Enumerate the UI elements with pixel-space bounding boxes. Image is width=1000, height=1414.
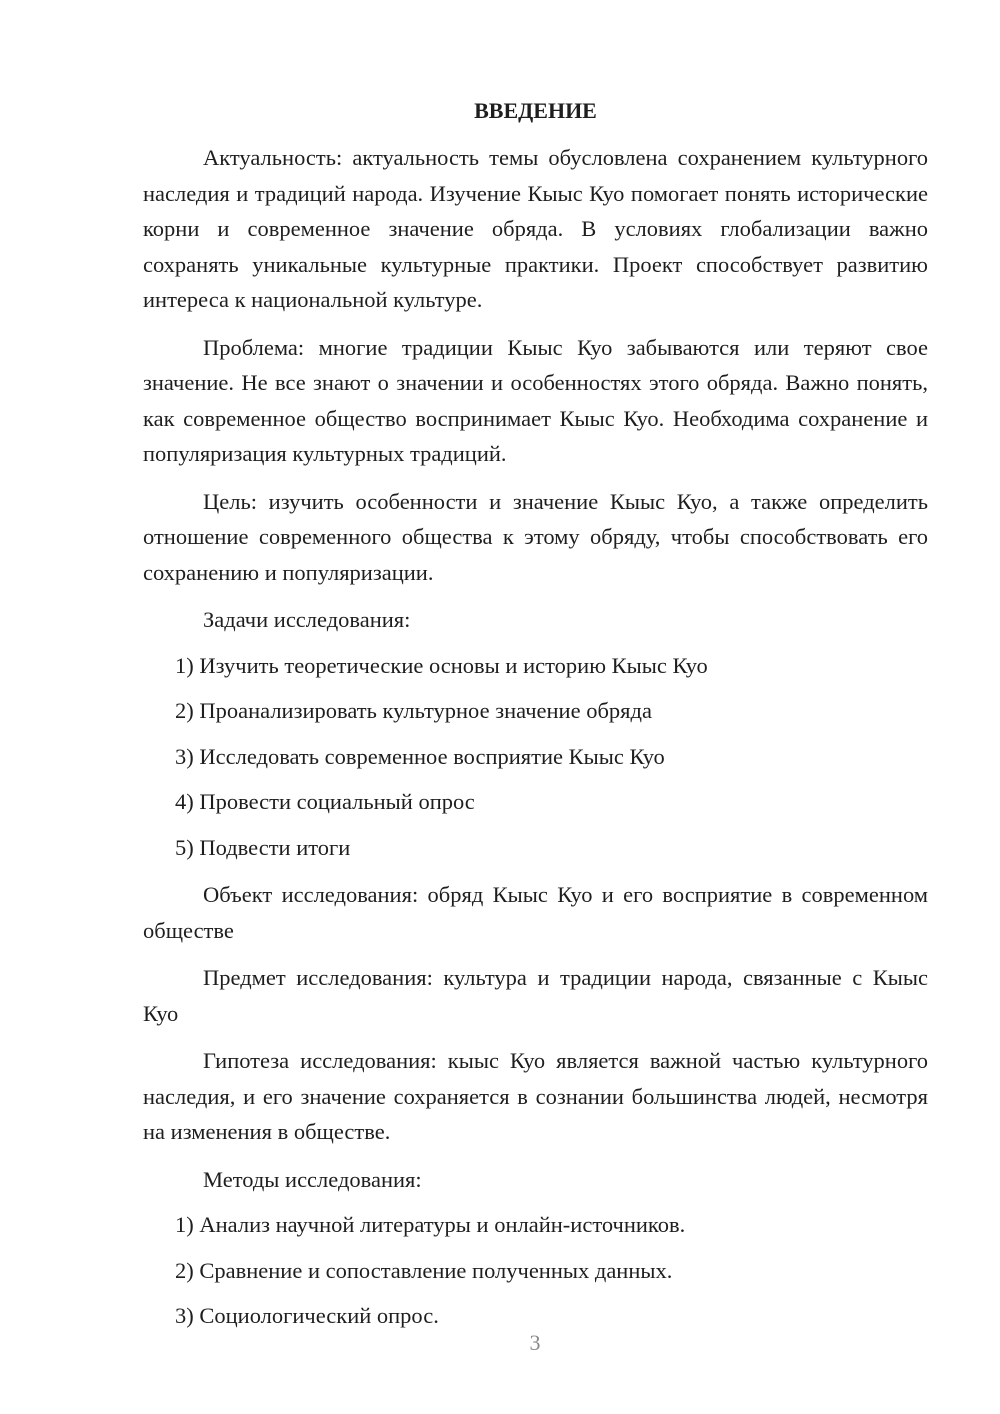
- list-item: 5) Подвести итоги: [175, 834, 351, 860]
- list-item: 1) Анализ научной литературы и онлайн-источников.: [175, 1212, 686, 1237]
- methods-list: [143, 1207, 928, 1334]
- list-item: 3) Социологический опрос.: [175, 1303, 439, 1328]
- tasks-heading: Задачи исследования:: [203, 607, 411, 632]
- page-title: ВВЕДЕНИЕ: [474, 98, 597, 123]
- goal-paragraph: Цель: изучить особенности и значение Кыыс Куо, а также определить отношение современного общества к этому обряду, чтобы способствовать его сохранению и популяризации.: [143, 488, 928, 585]
- problem-paragraph: Проблема: многие традиции Кыыс Куо забываются или теряют свое значение. Не все знают о значении и особенностях этого обряда. Важно понять, как современное общество воспринимает Кыыс Куо. Необходима сохранение и популяризация культурных традиций.: [143, 334, 928, 466]
- page-content: [143, 93, 928, 1334]
- hypothesis-paragraph: Гипотеза исследования: кыыс Куо является важной частью культурного наследия, и его значение сохраняется в сознании большинства людей, несмотря на изменения в обществе.: [143, 1048, 928, 1144]
- list-item: 3) Исследовать современное восприятие Кыыс Куо: [175, 743, 665, 769]
- tasks-list: [143, 648, 928, 866]
- methods-heading: Методы исследования:: [203, 1166, 422, 1192]
- object-paragraph: Объект исследования: обряд Кыыс Куо и его восприятие в современном обществе: [143, 882, 928, 943]
- list-item: 2) Сравнение и сопоставление полученных данных.: [175, 1257, 673, 1283]
- list-item: 2) Проанализировать культурное значение обряда: [175, 698, 652, 723]
- list-item: 1) Изучить теоретические основы и историю Кыыс Куо: [175, 652, 708, 678]
- page-number: 3: [529, 1330, 541, 1355]
- subject-paragraph: Предмет исследования: культура и традиции народа, связанные с Кыыс Куо: [143, 965, 928, 1026]
- actuality-paragraph: Актуальность: актуальность темы обусловлена сохранением культурного наследия и традиций народа. Изучение Кыыс Куо помогает понять исторические корни и современное значение обряда. В условиях глобализации важно сохранять уникальные культурные практики. Проект способствует развитию интереса к национальной культуре.: [143, 145, 928, 312]
- list-item: 4) Провести социальный опрос: [175, 789, 475, 814]
